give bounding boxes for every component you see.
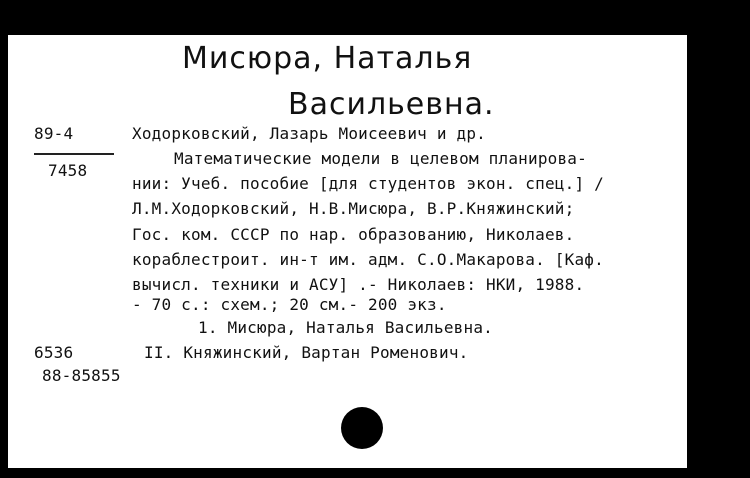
description-line-6: вычисл. техники и АСУ] .- Николаев: НКИ, 1988.	[132, 275, 585, 294]
description-line-3: Л.М.Ходорковский, Н.В.Мисюра, В.Р.Княжинский;	[132, 199, 575, 218]
catalog-card	[8, 35, 687, 468]
footer-number: 88-85855	[42, 366, 121, 385]
handwritten-name-line2: Васильевна.	[288, 87, 495, 122]
description-line-5: кораблестроит. ин-т им. адм. С.О.Макарова. [Каф.	[132, 250, 604, 269]
description-line-7: - 70 с.: схем.; 20 см.- 200 экз.	[132, 295, 447, 314]
tracing-2: II. Княжинский, Вартан Роменович.	[144, 343, 469, 362]
description-line-2: нии: Учеб. пособие [для студентов экон. спец.] /	[132, 174, 604, 193]
description-line-1: Математические модели в целевом планирова-	[174, 149, 587, 168]
description-line-4: Гос. ком. СССР по нар. образованию, Николаев.	[132, 225, 575, 244]
author-heading: Ходорковский, Лазарь Моисеевич и др.	[132, 124, 486, 143]
call-number-bottom: 7458	[48, 161, 88, 180]
call-number-rule	[34, 153, 114, 155]
punch-hole	[341, 407, 383, 449]
footer-code: 6536	[34, 343, 74, 362]
tracing-1: 1. Мисюра, Наталья Васильевна.	[198, 318, 493, 337]
call-number-top: 89-4	[34, 124, 74, 143]
handwritten-name-line1: Мисюра, Наталья	[182, 41, 473, 76]
